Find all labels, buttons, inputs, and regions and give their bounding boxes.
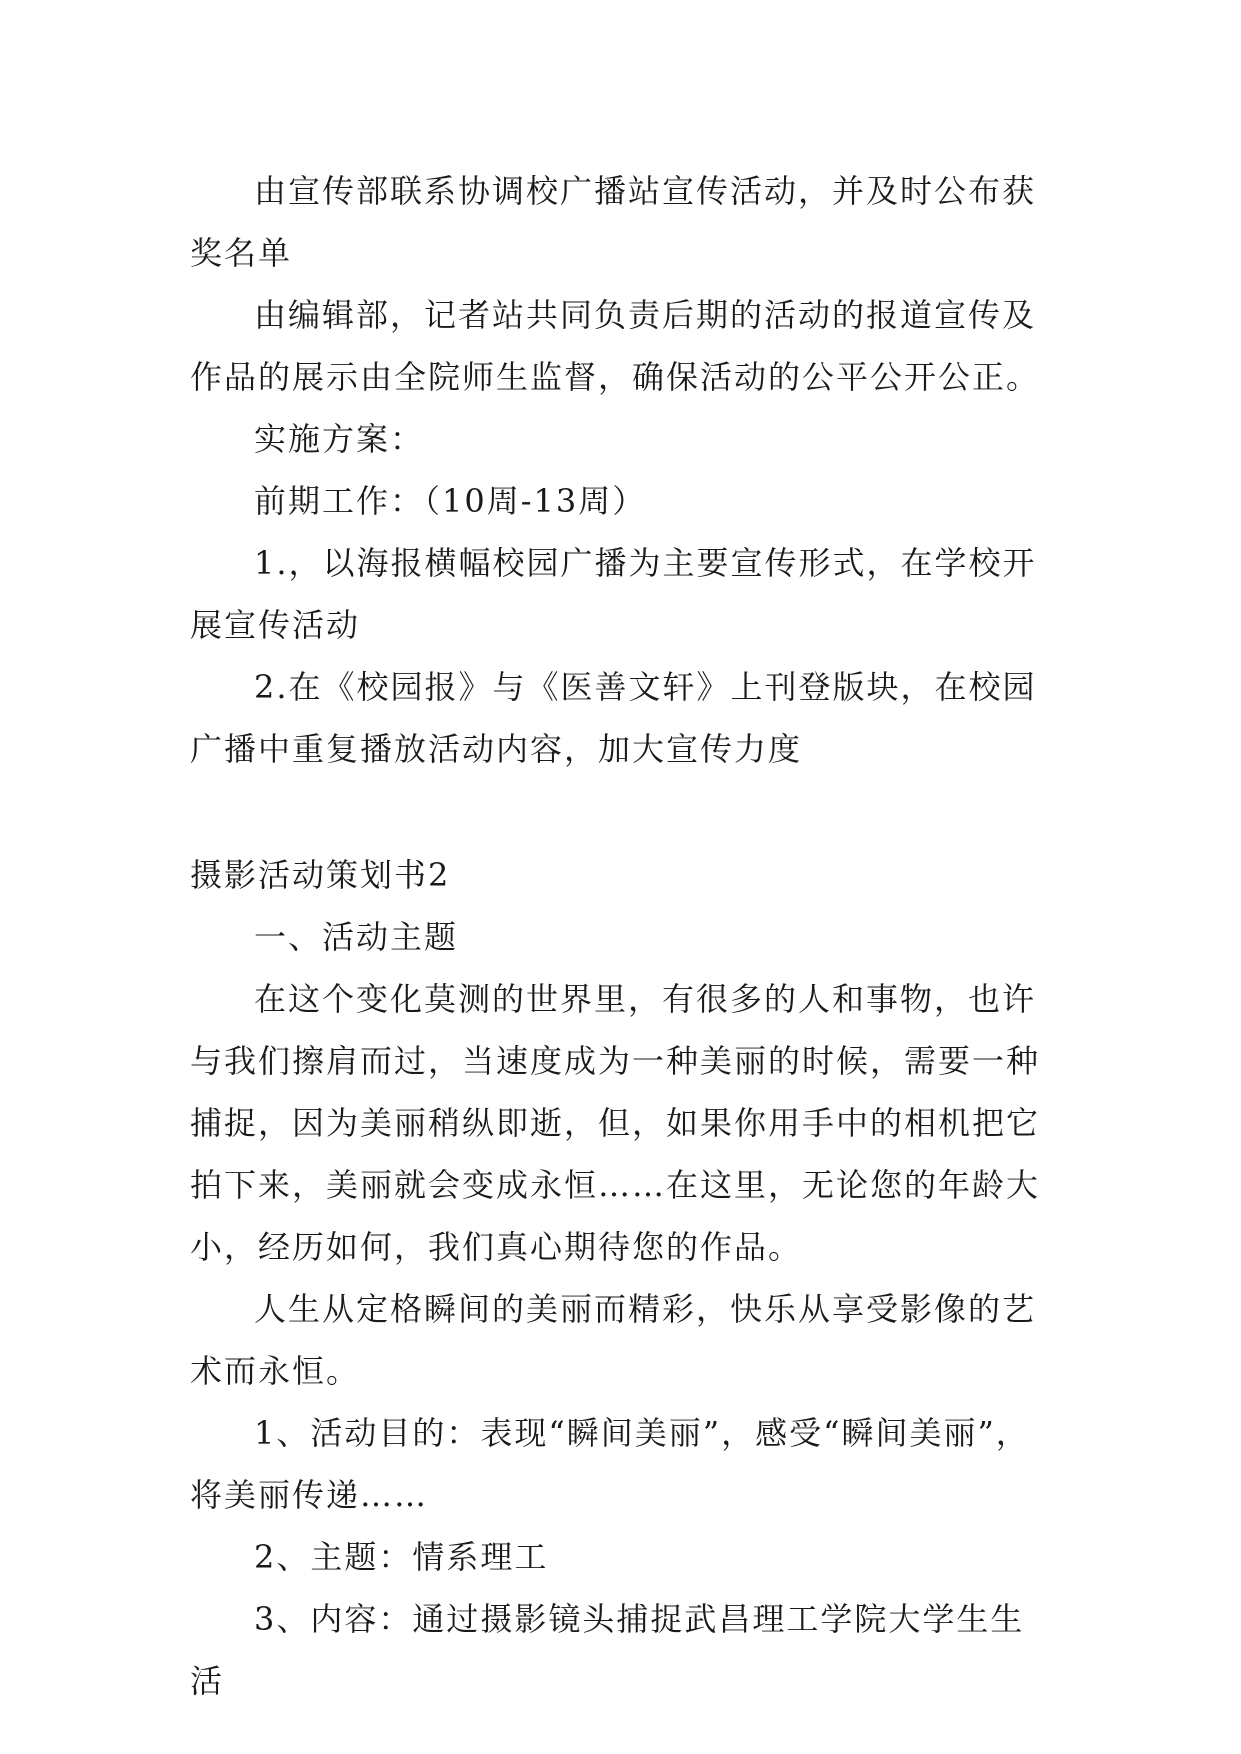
paragraph: 在这个变化莫测的世界里，有很多的人和事物，也许与我们擦肩而过，当速度成为一种美丽的时候，需要一种捕捉，因为美丽稍纵即逝，但，如果你用手中的相机把它拍下来，美丽就会变成永恒……在这里，无论您的年龄大小，经历如何，我们真心期待您的作品。 — [190, 980, 1041, 1266]
paragraph: 3、内容：通过摄影镜头捕捉武昌理工学院大学生生活 — [190, 1600, 1025, 1700]
paragraph: 一、活动主题 — [254, 918, 459, 956]
paragraph: 实施方案： — [254, 420, 425, 458]
paragraph: 前期工作：（10周-13周） — [254, 482, 647, 520]
paragraph: 由编辑部，记者站共同负责后期的活动的报道宣传及作品的展示由全院师生监督，确保活动的公平公开公正。 — [190, 296, 1041, 396]
paragraph: 由宣传部联系协调校广播站宣传活动，并及时公布获奖名单 — [190, 172, 1037, 272]
paragraph: 1、活动目的：表现“瞬间美丽”，感受“瞬间美丽”，将美丽传递…… — [190, 1414, 1030, 1514]
document-body — [190, 160, 1055, 1712]
paragraph: 2.在《校园报》与《医善文轩》上刊登版块，在校园广播中重复播放活动内容，加大宣传力度 — [190, 668, 1037, 768]
paragraph: 2、主题：情系理工 — [254, 1538, 549, 1576]
section-heading: 摄影活动策划书2 — [190, 856, 451, 894]
paragraph: 1.，以海报横幅校园广播为主要宣传形式，在学校开展宣传活动 — [190, 544, 1037, 644]
paragraph: 人生从定格瞬间的美丽而精彩，快乐从享受影像的艺术而永恒。 — [190, 1290, 1037, 1390]
